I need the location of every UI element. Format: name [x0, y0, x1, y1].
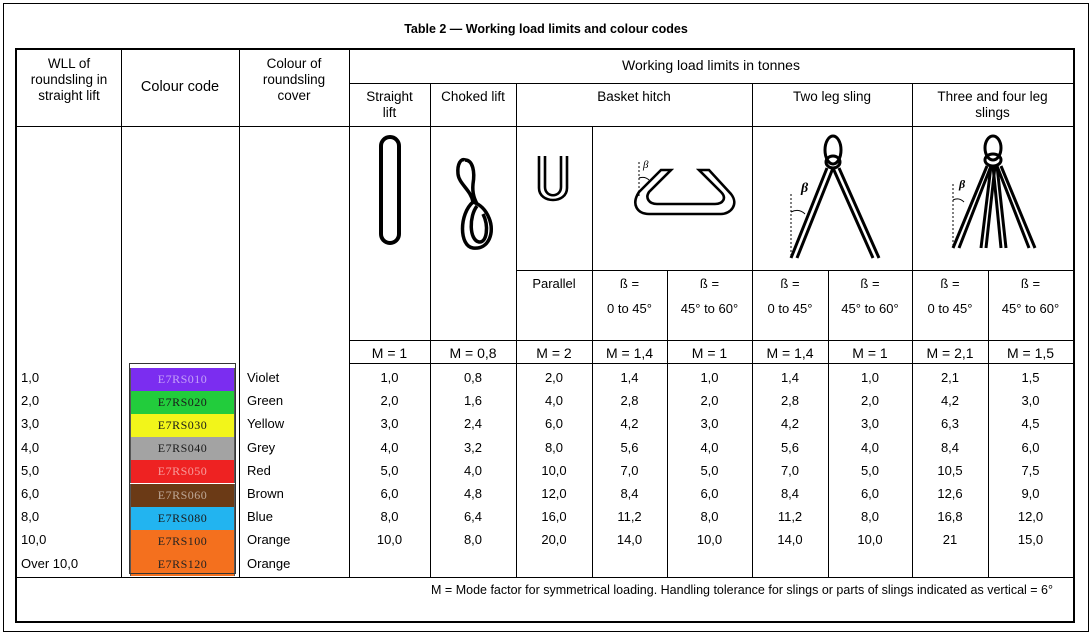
footnote: M = Mode factor for symmetrical loading. Handling tolerance for slings or parts of slings indicated as vertical = 6° — [431, 583, 1053, 597]
wll-cell: 8,4 — [940, 439, 960, 455]
wll-cell: 4,0 — [700, 439, 719, 455]
wll-cell: 10,0 — [376, 532, 403, 548]
colour-cover-header: Colour of roundsling cover — [262, 56, 326, 103]
mode-factor: M = 1 — [691, 345, 728, 361]
wll-value: 6,0 — [21, 486, 40, 501]
wll-cell: 5,6 — [620, 439, 639, 455]
mode-factor: M = 2,1 — [926, 345, 974, 361]
wll-cell: 2,0 — [544, 370, 564, 385]
wll-cell: 9,0 — [1021, 486, 1040, 501]
wll-cell: 4,0 — [380, 439, 399, 455]
wll-cell: 7,0 — [620, 462, 639, 478]
straight-lift-icon — [377, 134, 407, 246]
straight-lift-header: Straight lift — [366, 89, 413, 120]
wll-cell: 10,0 — [696, 532, 723, 548]
wll-cell: 11,2 — [777, 509, 803, 525]
basket-hitch-header: Basket hitch — [597, 89, 671, 104]
wll-tonnes-header: Working load limits in tonnes — [622, 57, 800, 73]
colour-code-swatch: E7RS100 — [130, 530, 235, 553]
row-divider — [17, 126, 1073, 127]
row-divider — [17, 577, 1073, 578]
wll-cell: 5,0 — [380, 462, 399, 478]
cover-colour: Blue — [247, 509, 274, 525]
mode-factor: M = 2 — [536, 345, 572, 361]
colour-code-swatch: E7RS010 — [130, 368, 235, 391]
col-divider — [516, 83, 517, 577]
wll-cell: 15,0 — [1017, 532, 1044, 548]
cover-colour: Yellow — [247, 416, 285, 432]
wll-cell: 12,0 — [541, 486, 567, 501]
row-divider — [349, 83, 1073, 84]
colour-code-swatch: E7RS120 — [130, 553, 235, 576]
wll-value: 3,0 — [21, 416, 40, 432]
wll-cell: 4,2 — [940, 393, 960, 409]
beta-label: β — [801, 181, 809, 196]
wll-cell: 10,5 — [937, 462, 963, 478]
colour-code-header: Colour code — [140, 79, 220, 95]
wll-cell: 8,0 — [700, 509, 719, 525]
cover-colour: Grey — [247, 439, 276, 455]
wll-cell: 8,0 — [380, 509, 399, 525]
mode-factor: M = 0,8 — [449, 345, 497, 361]
wll-cell: 1,0 — [700, 370, 719, 385]
wll-cell: 6,3 — [940, 416, 960, 432]
wll-cell: 10,0 — [857, 532, 883, 548]
wll-cell: 3,0 — [860, 416, 880, 432]
wll-value: 8,0 — [21, 509, 40, 525]
wll-cell: 2,8 — [780, 393, 800, 409]
choked-lift-header: Choked lift — [441, 89, 505, 104]
wll-cell: 4,2 — [620, 416, 639, 432]
wll-cell: 2,8 — [620, 393, 639, 409]
mode-factor: M = 1 — [371, 345, 408, 361]
wll-cell: 1,0 — [860, 370, 880, 385]
wll-cell: 20,0 — [541, 532, 567, 548]
cover-colour: Orange — [247, 532, 291, 548]
colour-code-swatch: E7RS040 — [130, 437, 235, 460]
row-divider — [516, 270, 1073, 271]
col-divider — [430, 83, 431, 577]
wll-cell: 21 — [942, 532, 958, 548]
colour-code-swatch: E7RS030 — [130, 414, 235, 437]
three-four-leg-header: Three and four leg slings — [937, 89, 1048, 120]
wll-cell: 16,8 — [937, 509, 963, 525]
wll-cell: 1,4 — [620, 370, 639, 385]
wll-cell: 8,4 — [620, 486, 639, 501]
mode-factor: M = 1,5 — [1006, 345, 1055, 361]
wll-cell: 8,0 — [860, 509, 880, 525]
wll-value: 2,0 — [21, 393, 40, 409]
beta-label: β — [643, 159, 649, 171]
colour-code-swatch: E7RS020 — [130, 391, 235, 414]
wll-table — [15, 48, 1075, 623]
wll-cell: 3,0 — [380, 416, 399, 432]
wll-cell: 5,0 — [700, 462, 719, 478]
wll-cell: 1,5 — [1021, 370, 1040, 385]
mode-factor: M = 1,4 — [605, 345, 654, 361]
wll-cell: 2,1 — [940, 370, 960, 385]
cover-colour: Red — [247, 462, 271, 478]
wll-cell: 5,6 — [780, 439, 800, 455]
wll-value: 4,0 — [21, 439, 40, 455]
wll-cell: 14,0 — [616, 532, 643, 548]
angle-label: ß = 45° to 60° — [841, 276, 899, 316]
wll-cell: 6,0 — [700, 486, 719, 501]
wll-cell: 1,4 — [780, 370, 800, 385]
angle-label: ß = 0 to 45° — [767, 276, 813, 316]
mode-factor: M = 1 — [852, 345, 888, 361]
wll-cell: 4,8 — [463, 486, 483, 501]
wll-value: Over 10,0 — [21, 555, 79, 571]
angle-label: ß = 0 to 45° — [927, 276, 973, 316]
two-leg-sling-icon — [781, 134, 891, 264]
wll-cell: 2,0 — [700, 393, 719, 409]
wll-cell: 8,0 — [463, 532, 483, 548]
wll-cell: 7,5 — [1021, 462, 1040, 478]
col-divider — [912, 83, 913, 577]
wll-cell: 4,0 — [544, 393, 564, 409]
cover-colour: Brown — [247, 486, 284, 501]
wll-header: WLL of roundsling in straight lift — [30, 56, 108, 103]
wll-cell: 10,0 — [541, 462, 567, 478]
wll-cell: 6,0 — [860, 486, 880, 501]
wll-value: 5,0 — [21, 462, 40, 478]
row-divider — [349, 363, 1073, 364]
three-four-leg-sling-icon — [939, 134, 1049, 256]
parallel-label: Parallel — [532, 276, 576, 291]
wll-cell: 1,6 — [463, 393, 483, 409]
wll-cell: 4,0 — [860, 439, 880, 455]
wll-cell: 0,8 — [463, 370, 483, 385]
wll-cell: 6,4 — [463, 509, 483, 525]
wll-cell: 8,4 — [780, 486, 800, 501]
wll-cell: 3,2 — [463, 439, 483, 455]
wll-cell: 4,5 — [1021, 416, 1040, 432]
wll-cell: 2,0 — [380, 393, 399, 409]
wll-cell: 6,0 — [1021, 439, 1040, 455]
colour-code-swatch: E7RS080 — [130, 507, 235, 530]
cover-colour: Green — [247, 393, 284, 409]
wll-cell: 1,0 — [380, 370, 399, 385]
mode-factor: M = 1,4 — [766, 345, 814, 361]
cover-colour: Orange — [247, 555, 291, 571]
wll-cell: 8,0 — [544, 439, 564, 455]
table-title: Table 2 — Working load limits and colour codes — [404, 22, 688, 36]
wll-cell: 3,0 — [1021, 393, 1040, 409]
wll-cell: 5,0 — [860, 462, 880, 478]
cover-colour: Violet — [247, 370, 280, 385]
two-leg-header: Two leg sling — [792, 89, 872, 104]
wll-cell: 2,0 — [860, 393, 880, 409]
basket-parallel-icon — [535, 154, 575, 214]
angle-label: ß = 0 to 45° — [607, 276, 652, 316]
wll-cell: 4,2 — [780, 416, 800, 432]
colour-swatch-frame — [129, 363, 236, 574]
basket-angle-icon — [627, 156, 737, 220]
row-divider — [349, 340, 1073, 341]
wll-cell: 12,0 — [1017, 509, 1044, 525]
col-divider — [121, 50, 122, 577]
wll-cell: 2,4 — [463, 416, 483, 432]
beta-label: β — [959, 177, 966, 191]
wll-value: 10,0 — [21, 532, 47, 548]
wll-cell: 3,0 — [700, 416, 719, 432]
colour-code-swatch: E7RS060 — [130, 484, 235, 507]
wll-cell: 14,0 — [777, 532, 803, 548]
angle-label: ß = 45° to 60° — [680, 276, 739, 316]
wll-cell: 11,2 — [617, 509, 642, 525]
wll-cell: 7,0 — [780, 462, 800, 478]
colour-code-swatch: E7RS050 — [130, 460, 235, 483]
wll-cell: 6,0 — [380, 486, 399, 501]
col-divider — [239, 50, 240, 577]
choked-lift-icon — [449, 154, 499, 254]
angle-label: ß = 45° to 60° — [1001, 276, 1060, 316]
wll-cell: 12,6 — [937, 486, 963, 501]
wll-cell: 4,0 — [463, 462, 483, 478]
wll-cell: 6,0 — [544, 416, 564, 432]
wll-cell: 16,0 — [541, 509, 567, 525]
wll-value: 1,0 — [21, 370, 40, 385]
col-divider — [752, 83, 753, 577]
